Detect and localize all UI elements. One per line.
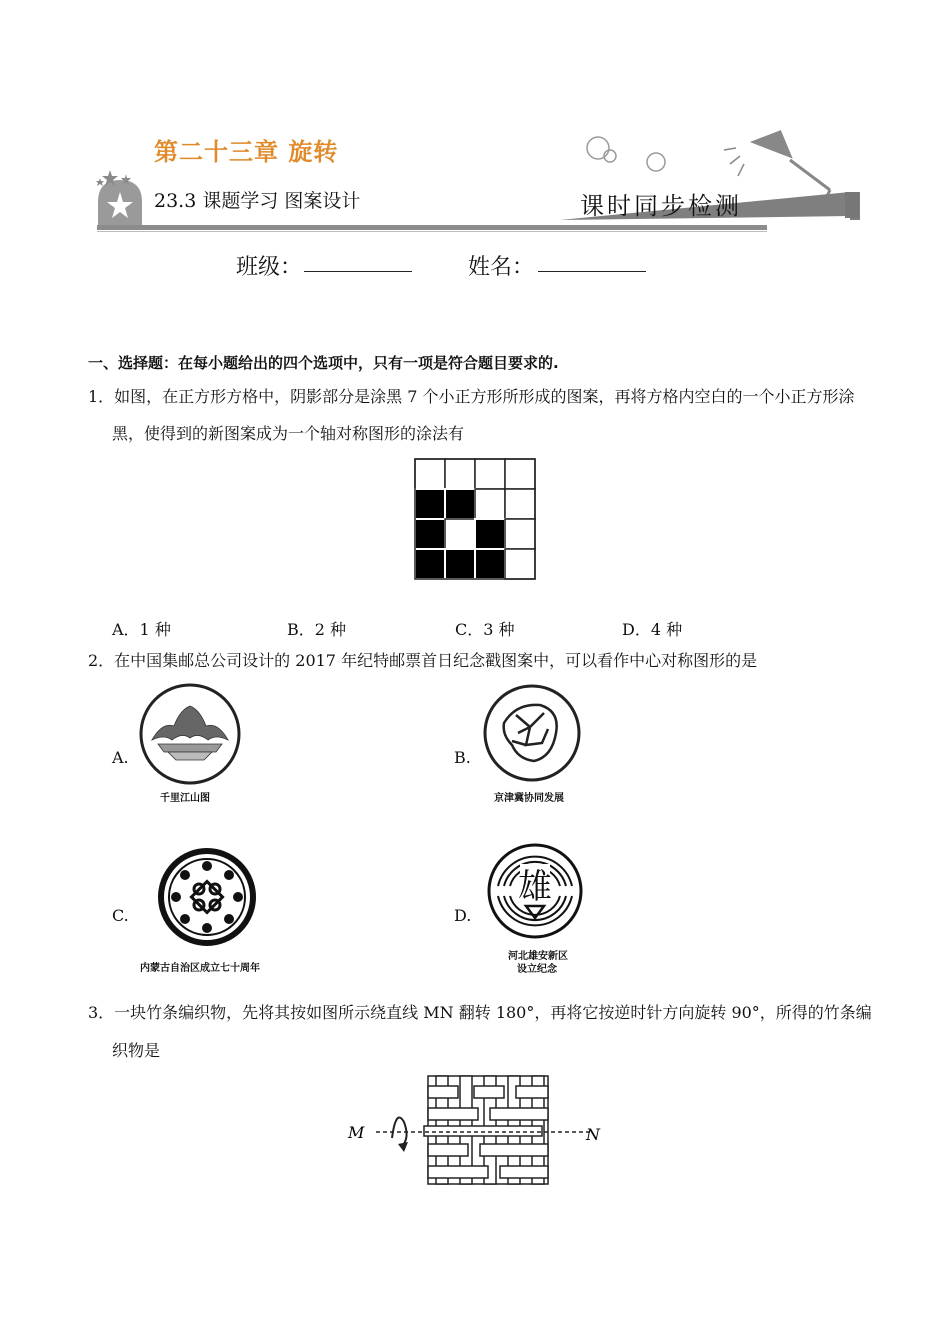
class-blank[interactable] xyxy=(304,271,412,272)
section-heading: 一、选择题：在每小题给出的四个选项中，只有一项是符合题目要求的. xyxy=(88,354,559,372)
bubble-icon xyxy=(587,137,609,159)
q2-option-d[interactable]: D. xyxy=(454,906,472,925)
grid-cell-shaded xyxy=(445,549,475,579)
q1-option-d[interactable]: D．4 种 xyxy=(622,620,683,639)
header-rule xyxy=(97,225,767,230)
class-label: 班级： xyxy=(236,255,303,280)
stamp-d-caption-1: 河北雄安新区 xyxy=(508,951,568,962)
q2-option-c[interactable]: C. xyxy=(112,906,129,925)
grid-cell-shaded xyxy=(415,489,445,519)
chapter-title: 第二十三章 旋转 xyxy=(154,138,339,166)
grid-cell-shaded xyxy=(445,489,475,519)
label-n: N xyxy=(586,1125,600,1144)
stamp-d xyxy=(486,842,584,940)
q1-option-b[interactable]: B．2 种 xyxy=(287,620,347,639)
stamp-a xyxy=(138,682,242,786)
grid-cell-shaded xyxy=(475,549,505,579)
lesson-title: 23.3 课题学习 图案设计 xyxy=(154,190,361,212)
stamp-b-caption: 京津冀协同发展 xyxy=(494,793,564,804)
bubble-icon xyxy=(647,153,665,171)
grid-cell-empty xyxy=(505,459,535,489)
small-star-icon xyxy=(96,178,104,186)
grid-cell-shaded xyxy=(415,549,445,579)
stamp-c xyxy=(158,848,256,946)
q2-text: 2．在中国集邮总公司设计的 2017 年纪特邮票首日纪念戳图案中，可以看作中心对称图形的是 xyxy=(88,651,758,670)
grid-cell-empty xyxy=(505,489,535,519)
name-label: 姓名： xyxy=(468,255,535,280)
brand-text: 课时同步检测 xyxy=(580,192,742,220)
stamp-b xyxy=(482,683,582,783)
q1-line2: 黑，使得到的新图案成为一个轴对称图形的涂法有 xyxy=(112,424,465,443)
grid-cell-empty xyxy=(445,519,475,549)
header-bar-foot xyxy=(845,192,859,218)
q2-option-b[interactable]: B. xyxy=(454,748,471,767)
q1-grid xyxy=(414,458,538,580)
grid-cell-empty xyxy=(505,519,535,549)
svg-text:雄: 雄 xyxy=(518,867,552,907)
grid-cell-empty xyxy=(445,459,475,489)
grid-cell-shaded xyxy=(475,519,505,549)
grid-cell-empty xyxy=(505,549,535,579)
q3-line1: 3．一块竹条编织物，先将其按如图所示绕直线 MN 翻转 180°，再将它按逆时针方向旋转 90°，所得的竹条编 xyxy=(88,1003,872,1022)
q1-line1: 1．如图，在正方形方格中，阴影部分是涂黑 7 个小正方形所形成的图案，再将方格内空白的一个小正方形涂 xyxy=(88,387,855,406)
grid-cell-shaded xyxy=(415,519,445,549)
q3-weave-figure xyxy=(340,1072,620,1190)
q3-line2: 织物是 xyxy=(112,1041,161,1060)
stamp-a-caption: 千里江山图 xyxy=(160,793,210,804)
grid-cell-empty xyxy=(475,489,505,519)
grid-cell-empty xyxy=(415,459,445,489)
header-rule-thin xyxy=(97,231,767,232)
label-m: M xyxy=(348,1123,365,1142)
grid-cell-empty xyxy=(475,459,505,489)
q2-option-a[interactable]: A. xyxy=(112,748,129,767)
stamp-c-caption: 内蒙古自治区成立七十周年 xyxy=(140,963,260,974)
stamp-d-caption-2: 设立纪念 xyxy=(517,964,557,975)
name-blank[interactable] xyxy=(538,271,646,272)
q1-option-a[interactable]: A．1 种 xyxy=(112,620,171,639)
q1-option-c[interactable]: C．3 种 xyxy=(455,620,515,639)
